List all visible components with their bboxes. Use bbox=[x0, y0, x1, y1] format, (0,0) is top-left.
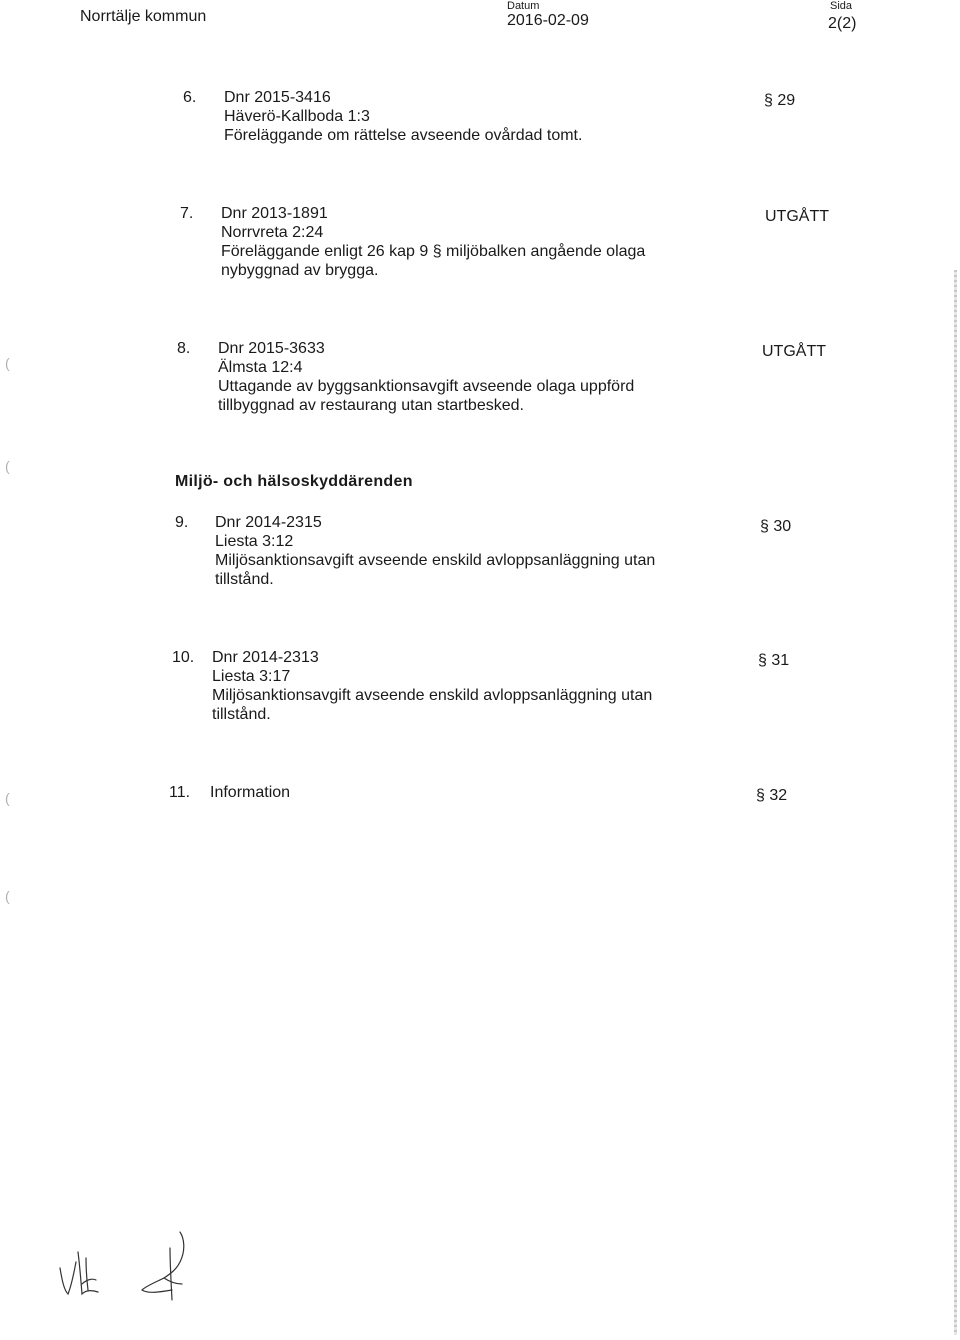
item-number: 11. bbox=[169, 784, 191, 801]
paragraph-ref-9: § 30 bbox=[760, 518, 792, 535]
item-line: Dnr 2015-3633 bbox=[218, 340, 325, 357]
item-line: Liesta 3:17 bbox=[212, 668, 291, 685]
item-number: 8. bbox=[177, 340, 191, 357]
document-date: 2016-02-09 bbox=[507, 12, 589, 29]
item-number: 10. bbox=[172, 649, 195, 666]
item-line: Föreläggande om rättelse avseende ovårdad tomt. bbox=[224, 127, 583, 144]
organization-name: Norrtälje kommun bbox=[80, 8, 207, 25]
item-line: tillstånd. bbox=[215, 571, 274, 588]
item-line: Dnr 2014-2315 bbox=[215, 514, 322, 531]
item-line: Miljösanktionsavgift avseende enskild avloppsanläggning utan bbox=[215, 552, 656, 569]
item-line: Häverö-Kallboda 1:3 bbox=[224, 108, 370, 125]
item-line: tillbyggnad av restaurang utan startbesked. bbox=[218, 397, 524, 414]
scan-edge bbox=[954, 270, 957, 1335]
paragraph-ref-6: § 29 bbox=[764, 92, 796, 109]
item-line: Information bbox=[210, 784, 291, 801]
scan-mark: ( bbox=[5, 355, 10, 371]
item-line: Uttagande av byggsanktionsavgift avseende olaga uppförd bbox=[218, 378, 635, 395]
item-line: Miljösanktionsavgift avseende enskild avloppsanläggning utan bbox=[212, 687, 653, 704]
scan-mark: ( bbox=[5, 458, 10, 474]
item-line: tillstånd. bbox=[212, 706, 271, 723]
item-line: nybyggnad av brygga. bbox=[221, 262, 379, 279]
item-line: Norrvreta 2:24 bbox=[221, 224, 324, 241]
scan-mark: ( bbox=[5, 888, 10, 904]
item-line: Dnr 2014-2313 bbox=[212, 649, 319, 666]
page-number: 2(2) bbox=[828, 15, 857, 32]
scan-mark: ( bbox=[5, 790, 10, 806]
item-line: Älmsta 12:4 bbox=[218, 359, 303, 376]
signature-initials bbox=[52, 1228, 212, 1308]
page-label: Sida bbox=[830, 0, 853, 12]
item-line: Dnr 2013-1891 bbox=[221, 205, 328, 222]
paragraph-ref-10: § 31 bbox=[758, 652, 790, 669]
section-heading: Miljö- och hälsoskyddärenden bbox=[175, 473, 413, 490]
date-label: Datum bbox=[507, 0, 540, 12]
status-utgatt-7: UTGÅTT bbox=[765, 208, 829, 225]
item-line: Föreläggande enligt 26 kap 9 § miljöbalken angående olaga bbox=[221, 243, 646, 260]
item-number: 6. bbox=[183, 89, 197, 106]
item-number: 7. bbox=[180, 205, 194, 222]
item-number: 9. bbox=[175, 514, 189, 531]
status-utgatt-8: UTGÅTT bbox=[762, 343, 826, 360]
item-line: Liesta 3:12 bbox=[215, 533, 294, 550]
item-line: Dnr 2015-3416 bbox=[224, 89, 331, 106]
paragraph-ref-11: § 32 bbox=[756, 787, 788, 804]
